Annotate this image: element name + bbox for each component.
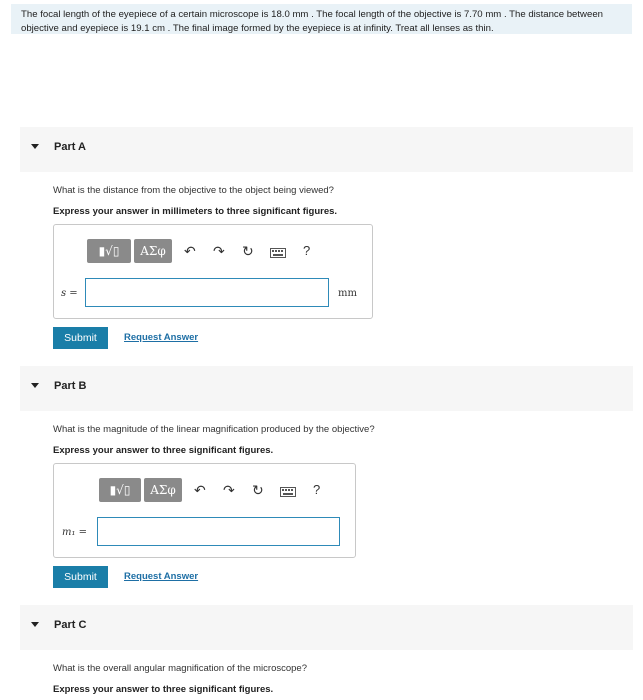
variable-label: m₁ = <box>62 527 88 538</box>
submit-button[interactable]: Submit <box>53 327 108 349</box>
part-a-header[interactable] <box>20 127 633 172</box>
variable-label: s = <box>61 288 78 299</box>
part-a-title: Part A <box>54 141 86 153</box>
help-icon[interactable]: ? <box>303 243 311 258</box>
help-icon[interactable]: ? <box>313 482 321 497</box>
part-a-answer-box <box>53 224 373 319</box>
part-c-instruction: Express your answer to three significant figures. <box>53 684 274 695</box>
answer-input[interactable] <box>85 278 329 307</box>
part-b-title: Part B <box>54 380 87 392</box>
submit-button[interactable]: Submit <box>53 566 108 588</box>
part-b-toolbar <box>99 478 339 502</box>
part-b-answer-box <box>53 463 356 558</box>
collapse-caret-icon[interactable] <box>31 383 39 388</box>
part-b-instruction: Express your answer to three significant figures. <box>53 445 274 456</box>
part-c-title: Part C <box>54 619 87 631</box>
templates-button[interactable]: ▮√▯ <box>87 239 131 263</box>
problem-statement: The focal length of the eyepiece of a certain microscope is 18.0 mm . The focal length of the objective is 7.70 mm . The distance between objective and eyepiece is 19.1 cm . The final image formed by the eyepiece is at infinity. Treat all lenses as thin. <box>11 4 632 34</box>
answer-input[interactable] <box>97 517 340 546</box>
part-b-header[interactable] <box>20 366 633 411</box>
unit-label: mm <box>338 288 357 299</box>
part-b-question: What is the magnitude of the linear magnification produced by the objective? <box>53 424 375 435</box>
request-answer-link[interactable]: Request Answer <box>124 332 199 343</box>
symbols-button[interactable]: ΑΣφ <box>144 478 182 502</box>
keyboard-icon[interactable] <box>280 485 296 499</box>
reset-icon[interactable]: ↻ <box>242 243 254 259</box>
part-c-question: What is the overall angular magnification of the microscope? <box>53 663 307 674</box>
part-a-instruction: Express your answer in millimeters to three significant figures. <box>53 206 338 217</box>
part-a-question: What is the distance from the objective to the object being viewed? <box>53 185 334 196</box>
keyboard-icon[interactable] <box>270 246 286 260</box>
undo-icon[interactable]: ↶ <box>194 482 206 498</box>
request-answer-link[interactable]: Request Answer <box>124 571 199 582</box>
collapse-caret-icon[interactable] <box>31 622 39 627</box>
undo-icon[interactable]: ↶ <box>184 243 196 259</box>
part-a-toolbar <box>87 239 337 263</box>
part-c-header[interactable] <box>20 605 633 650</box>
redo-icon[interactable]: ↷ <box>213 243 225 259</box>
redo-icon[interactable]: ↷ <box>223 482 235 498</box>
reset-icon[interactable]: ↻ <box>252 482 264 498</box>
templates-button[interactable]: ▮√▯ <box>99 478 141 502</box>
symbols-button[interactable]: ΑΣφ <box>134 239 172 263</box>
collapse-caret-icon[interactable] <box>31 144 39 149</box>
